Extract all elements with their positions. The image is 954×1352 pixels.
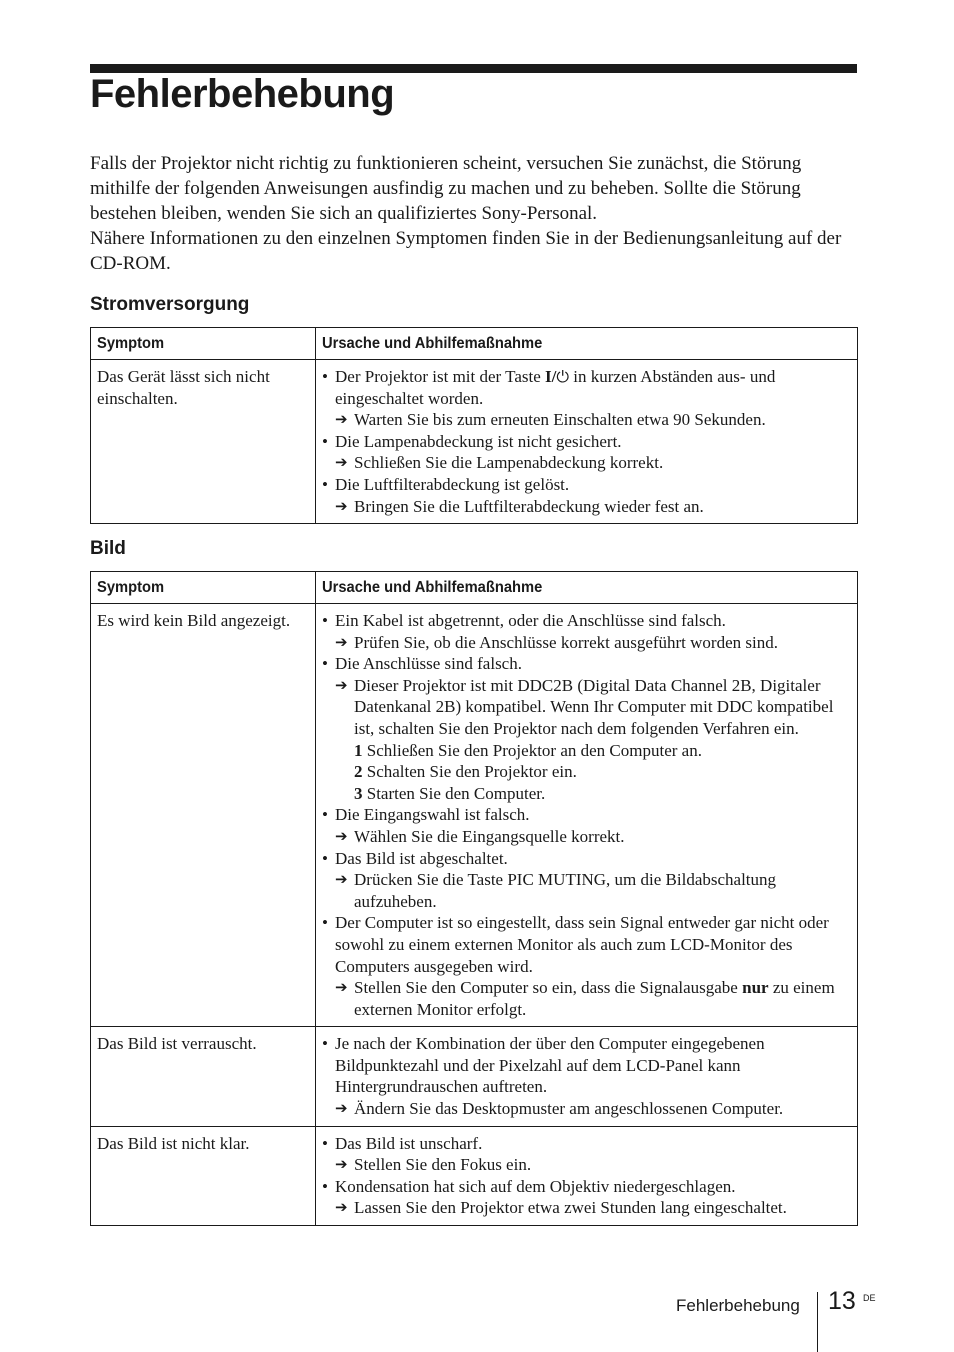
bullet-icon: • <box>322 654 328 674</box>
language-code: DE <box>863 1293 876 1303</box>
bullet-icon: • <box>322 1133 328 1153</box>
column-header-cause: Ursache und Abhilfemaßnahme <box>316 328 858 360</box>
intro-text <box>90 151 860 276</box>
step-item: 3 Starten Sie den Computer. <box>354 783 546 803</box>
bullet-icon: • <box>322 431 328 451</box>
table-header-row <box>91 328 858 360</box>
arrow-right-icon: ➔ <box>335 978 348 997</box>
bullet-icon: • <box>322 474 328 494</box>
arrow-right-icon: ➔ <box>335 410 348 429</box>
section-heading-picture: Bild <box>90 538 126 559</box>
arrow-right-icon: ➔ <box>335 870 348 889</box>
cause-item: • Die Eingangswahl ist falsch. <box>322 805 530 825</box>
table-row <box>91 360 858 524</box>
footer-section-label: Fehlerbehebung <box>676 1296 800 1315</box>
cause-item: • Das Bild ist unscharf. <box>322 1133 483 1153</box>
arrow-right-icon: ➔ <box>335 1099 348 1118</box>
column-header-cause: Ursache und Abhilfemaßnahme <box>316 572 858 604</box>
symptom-cell: Das Bild ist nicht klar. <box>91 1126 316 1225</box>
remedy-item: ➔ Prüfen Sie, ob die Anschlüsse korrekt ausgeführt worden sind. <box>335 632 778 652</box>
emphasis-only: nur <box>742 978 769 998</box>
bullet-icon: • <box>322 1176 328 1196</box>
remedy-item: ➔ Schließen Sie die Lampenabdeckung korrekt. <box>335 453 664 473</box>
step-item: 1 Schließen Sie den Projektor an den Computer an. <box>354 740 702 760</box>
cause-item: • Die Anschlüsse sind falsch. <box>322 654 522 674</box>
remedy-item: ➔ Bringen Sie die Luftfilterabdeckung wieder fest an. <box>335 496 704 516</box>
intro-paragraph-1: Falls der Projektor nicht richtig zu funktionieren scheint, versuchen Sie zunächst, die Störung mithilfe der folgenden Anweisungen ausfindig zu machen und zu beheben. Sollte die Störung bestehen bleiben, wenden Sie sich an qualifiziertes Sony-Personal. <box>90 153 802 224</box>
cause-item: • Je nach der Kombination der über den Computer eingegebenen Bildpunktezahl und der Pixelzahl auf dem LCD-Panel kann Hintergrundrauschen auftreten. <box>322 1034 765 1097</box>
section-heading-power: Stromversorgung <box>90 294 250 315</box>
cause-item: • Kondensation hat sich auf dem Objektiv niedergeschlagen. <box>322 1176 736 1196</box>
symptom-cell: Das Gerät lässt sich nicht einschalten. <box>91 360 316 524</box>
column-header-symptom: Symptom <box>91 572 316 604</box>
bullet-icon: • <box>322 611 328 630</box>
arrow-right-icon: ➔ <box>335 1155 348 1174</box>
bullet-icon: • <box>322 913 328 933</box>
step-number: 3 <box>354 783 363 803</box>
bullet-icon: • <box>322 848 328 868</box>
remedy-item: ➔ Drücken Sie die Taste PIC MUTING, um die Bildabschaltung aufzuheben. <box>335 870 777 911</box>
page-title: Fehlerbehebung <box>90 72 395 116</box>
remedy-item: ➔ Stellen Sie den Fokus ein. <box>335 1155 532 1175</box>
remedy-item: ➔ Dieser Projektor ist mit DDC2B (Digital Data Channel 2B, Digitaler Datenkanal 2B) kompatibel. Wenn Ihr Computer mit DDC kompatibel ist, schalten Sie den Projektor nach dem folgenden Verfahren ein. <box>335 675 834 738</box>
arrow-right-icon: ➔ <box>335 1198 348 1217</box>
step-item: 2 Schalten Sie den Projektor ein. <box>354 762 577 782</box>
column-header-symptom: Symptom <box>91 328 316 360</box>
table-row <box>91 1126 858 1225</box>
arrow-right-icon: ➔ <box>335 453 348 472</box>
cause-item: • Das Bild ist abgeschaltet. <box>322 848 508 868</box>
step-number: 1 <box>354 740 363 760</box>
arrow-right-icon: ➔ <box>335 675 348 694</box>
picture-table <box>90 571 858 1226</box>
step-number: 2 <box>354 762 363 782</box>
cause-cell <box>316 1027 858 1126</box>
arrow-right-icon: ➔ <box>335 632 348 651</box>
symptom-cell: Es wird kein Bild angezeigt. <box>91 604 316 1027</box>
remedy-item: ➔ Lassen Sie den Projektor etwa zwei Stunden lang eingeschaltet. <box>335 1198 787 1218</box>
power-icon: ⏻ <box>556 367 570 386</box>
bullet-icon: • <box>322 367 328 386</box>
bullet-icon: • <box>322 1034 328 1054</box>
remedy-item: ➔ Ändern Sie das Desktopmuster am angeschlossenen Computer. <box>335 1099 784 1119</box>
cause-item: • Der Computer ist so eingestellt, dass sein Signal entweder gar nicht oder sowohl zu einem externen Monitor als auch zum LCD-Monitor des Computers ausgegeben wird. <box>322 913 829 976</box>
page-number: 13 <box>828 1287 856 1315</box>
table-row <box>91 1027 858 1126</box>
remedy-item: ➔ Warten Sie bis zum erneuten Einschalten etwa 90 Sekunden. <box>335 410 766 430</box>
cause-item: • Die Luftfilterabdeckung ist gelöst. <box>322 474 570 494</box>
cause-cell <box>316 1126 858 1225</box>
cause-item: • Der Projektor ist mit der Taste I/⏻ in kurzen Abständen aus- und eingeschaltet worden. <box>322 367 776 408</box>
power-key-label: I/ <box>545 367 557 386</box>
symptom-cell: Das Bild ist verrauscht. <box>91 1027 316 1126</box>
cause-cell <box>316 604 858 1027</box>
remedy-item: ➔ Stellen Sie den Computer so ein, dass die Signalausgabe nur zu einem externen Monitor erfolgt. <box>335 978 835 1019</box>
power-table <box>90 327 858 524</box>
cause-item: • Die Lampenabdeckung ist nicht gesichert. <box>322 431 622 451</box>
intro-paragraph-2: Nähere Informationen zu den einzelnen Symptomen finden Sie in der Bedienungsanleitung auf der CD-ROM. <box>90 228 842 274</box>
footer-divider <box>817 1292 818 1352</box>
remedy-item: ➔ Wählen Sie die Eingangsquelle korrekt. <box>335 826 625 846</box>
bullet-icon: • <box>322 805 328 825</box>
arrow-right-icon: ➔ <box>335 826 348 845</box>
table-row <box>91 604 858 1027</box>
cause-item: • Ein Kabel ist abgetrennt, oder die Anschlüsse sind falsch. <box>322 611 726 630</box>
cause-cell <box>316 360 858 524</box>
arrow-right-icon: ➔ <box>335 496 348 515</box>
table-header-row <box>91 572 858 604</box>
